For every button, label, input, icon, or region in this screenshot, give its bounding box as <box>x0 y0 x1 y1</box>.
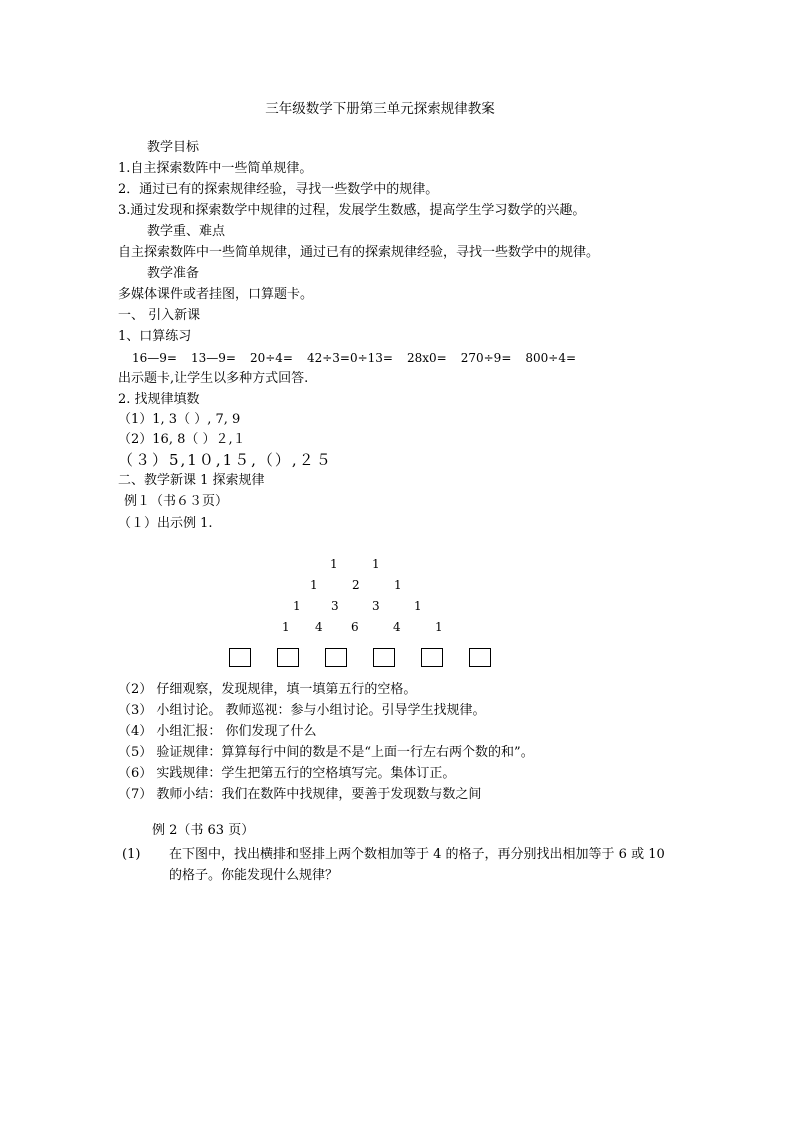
fill-heading: 2. 找规律填数 <box>118 392 200 407</box>
section-1-heading: 一、 引入新课 <box>118 308 201 323</box>
example-1-heading: 例１（书６３页） <box>124 494 229 509</box>
oral-heading: 1、口算练习 <box>118 329 192 344</box>
triangle-number: 3 <box>331 599 339 613</box>
fill-item: （３）5,1０,1５,（）,２５ <box>118 451 333 469</box>
oral-item: 13—9= <box>190 351 236 365</box>
triangle-number: 1 <box>282 620 290 634</box>
fill-item: （1）1, 3（ ）, 7, 9 <box>118 412 241 427</box>
show-example-1: （１）出示例 1. <box>118 516 213 531</box>
example-2-text: 在下图中，找出横排和竖排上两个数相加等于 4 的格子，再分别找出相加等于 6 或 10 的格子。你能发现什么规律？ <box>169 847 665 883</box>
step-item: （3） 小组讨论。 教师巡视：参与小组讨论。引导学生找规律。 <box>118 703 486 718</box>
goal-item: 3.通过发现和探索数学中规律的过程，发展学生数感，提高学生学习数学的兴趣。 <box>118 203 586 218</box>
oral-item: 0÷13= <box>349 351 393 365</box>
example-2-heading: 例 2（书 63 页） <box>152 823 255 838</box>
step-item: （5） 验证规律：算算每行中间的数是不是“上面一行左右两个数的和”。 <box>118 745 534 760</box>
triangle-number: 4 <box>393 620 401 634</box>
oral-item: 42÷3= <box>306 351 350 365</box>
section-2-heading: 二、教学新课 1 探索规律 <box>118 473 265 488</box>
oral-item: 28x0= <box>406 351 447 365</box>
triangle-number: 1 <box>330 557 338 571</box>
triangle-number: 1 <box>414 599 422 613</box>
key-heading: 教学重、难点 <box>147 224 226 239</box>
step-item: （6） 实践规律：学生把第五行的空格填写完。集体订正。 <box>118 766 456 781</box>
triangle-number: 1 <box>310 578 318 592</box>
step-item: （7） 教师小结：我们在数阵中找规律，要善于发现数与数之间 <box>118 787 482 802</box>
fill-item: （2）16, 8（ ）２,１ <box>118 432 246 447</box>
empty-answer-box[interactable] <box>421 648 443 667</box>
prep-text: 多媒体课件或者挂图，口算题卡。 <box>118 287 314 302</box>
empty-answer-box[interactable] <box>229 648 251 667</box>
oral-item: 16—9= <box>132 351 177 365</box>
triangle-number: 6 <box>351 620 359 634</box>
prep-heading: 教学准备 <box>147 266 200 281</box>
example-2-number: (1) <box>122 847 141 862</box>
triangle-number: 3 <box>372 599 380 613</box>
page-title: 三年级数学下册第三单元探索规律教案 <box>265 101 495 117</box>
empty-answer-box[interactable] <box>277 648 299 667</box>
oral-item: 270÷9= <box>460 351 512 365</box>
goals-heading: 教学目标 <box>147 140 200 155</box>
triangle-number: 1 <box>435 620 443 634</box>
empty-answer-box[interactable] <box>373 648 395 667</box>
triangle-number: 1 <box>372 557 380 571</box>
oral-item: 20÷4= <box>249 351 293 365</box>
triangle-number: 1 <box>394 578 402 592</box>
triangle-number: 4 <box>315 620 323 634</box>
goal-item: 2．通过已有的探索规律经验，寻找一些数学中的规律。 <box>118 182 439 197</box>
empty-answer-box[interactable] <box>325 648 347 667</box>
goal-item: 1.自主探索数阵中一些简单规律。 <box>118 161 313 176</box>
triangle-number: 1 <box>293 599 301 613</box>
empty-answer-box[interactable] <box>469 648 491 667</box>
oral-note: 出示题卡,让学生以多种方式回答. <box>118 371 309 386</box>
key-text: 自主探索数阵中一些简单规律，通过已有的探索规律经验，寻找一些数学中的规律。 <box>118 245 600 260</box>
step-item: （4） 小组汇报： 你们发现了什么 <box>118 724 317 739</box>
oral-item: 800÷4= <box>525 351 577 365</box>
step-item: （2） 仔细观察，发现规律，填一填第五行的空格。 <box>118 682 417 697</box>
triangle-number: 2 <box>352 578 360 592</box>
oral-practice-row <box>132 349 590 367</box>
